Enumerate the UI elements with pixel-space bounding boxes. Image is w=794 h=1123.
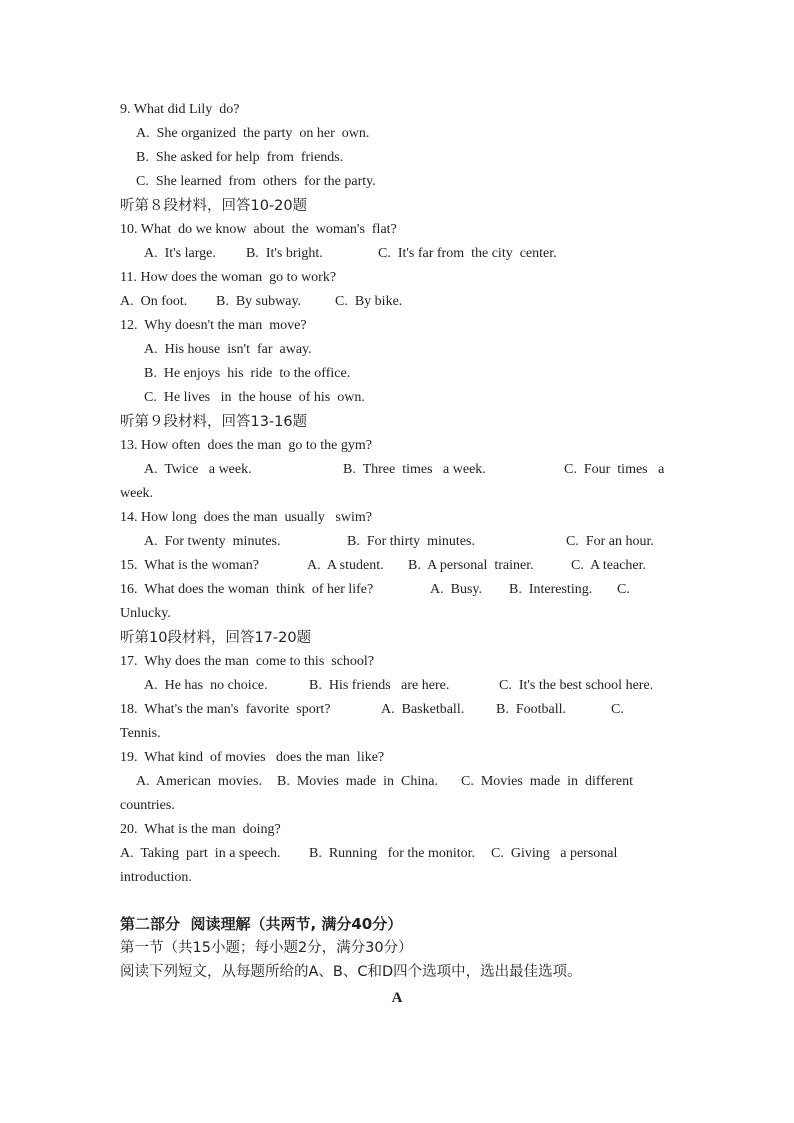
q16-stem: 16. What does the woman think of her life? xyxy=(120,582,374,597)
q9-option-c: C. She learned from others for the party. xyxy=(136,174,376,189)
q16-option-c-continued: Unlucky. xyxy=(120,606,171,621)
section-10-heading: 听第10段材料，回答17-20题 xyxy=(120,630,312,646)
part-2-section-1-heading: 第一节（共15小题；每小题2分，满分30分） xyxy=(120,940,413,956)
q18-option-c: C. xyxy=(611,702,624,717)
q18-option-c-continued: Tennis. xyxy=(120,726,161,741)
q13-option-c: C. Four times a xyxy=(564,462,665,477)
q20-stem: 20. What is the man doing? xyxy=(120,822,281,837)
q12-stem: 12. Why doesn't the man move? xyxy=(120,318,307,333)
q17-stem: 17. Why does the man come to this school? xyxy=(120,654,375,669)
q19-option-c-continued: countries. xyxy=(120,798,175,813)
q13-stem: 13. How often does the man go to the gym? xyxy=(120,438,372,453)
q20-option-a: A. Taking part in a speech. xyxy=(120,846,281,861)
q14-stem: 14. How long does the man usually swim? xyxy=(120,510,372,525)
q10-option-a: A. It's large. xyxy=(144,246,216,261)
passage-label: A xyxy=(391,990,403,1006)
q17-option-b: B. His friends are here. xyxy=(309,678,450,693)
q19-option-b: B. Movies made in China. xyxy=(277,774,438,789)
part-2-instruction: 阅读下列短文，从每题所给的A、B、C和D四个选项中，选出最佳选项。 xyxy=(120,964,582,980)
q17-option-c: C. It's the best school here. xyxy=(499,678,654,693)
section-9-heading: 听第９段材料，回答13-16题 xyxy=(120,414,308,430)
q15-option-c: C. A teacher. xyxy=(571,558,647,573)
q13-option-c-continued: week. xyxy=(120,486,154,501)
q11-option-b: B. By subway. xyxy=(216,294,302,309)
part-2-heading: 第二部分 阅读理解（共两节, 满分40分） xyxy=(120,915,403,933)
q11-option-a: A. On foot. xyxy=(120,294,188,309)
q15-option-b: B. A personal trainer. xyxy=(408,558,534,573)
q18-option-a: A. Basketball. xyxy=(381,702,465,717)
q12-option-b: B. He enjoys his ride to the office. xyxy=(144,366,351,381)
q13-option-b: B. Three times a week. xyxy=(343,462,486,477)
q9-stem: 9. What did Lily do? xyxy=(120,102,240,117)
q16-option-c: C. xyxy=(617,582,630,597)
q9-option-a: A. She organized the party on her own. xyxy=(136,126,370,141)
q18-stem: 18. What's the man's favorite sport? xyxy=(120,702,331,717)
q15-option-a: A. A student. xyxy=(307,558,384,573)
q12-option-c: C. He lives in the house of his own. xyxy=(144,390,365,405)
q20-option-b: B. Running for the monitor. xyxy=(309,846,476,861)
q14-option-a: A. For twenty minutes. xyxy=(144,534,281,549)
section-8-heading: 听第８段材料，回答10-20题 xyxy=(120,198,308,214)
q16-option-b: B. Interesting. xyxy=(509,582,593,597)
q13-option-a: A. Twice a week. xyxy=(144,462,252,477)
q19-option-c: C. Movies made in different xyxy=(461,774,633,789)
q18-option-b: B. Football. xyxy=(496,702,567,717)
q19-option-a: A. American movies. xyxy=(136,774,262,789)
q12-option-a: A. His house isn't far away. xyxy=(144,342,312,357)
q19-stem: 19. What kind of movies does the man like? xyxy=(120,750,385,765)
q17-option-a: A. He has no choice. xyxy=(144,678,268,693)
q14-option-b: B. For thirty minutes. xyxy=(347,534,475,549)
q14-option-c: C. For an hour. xyxy=(566,534,654,549)
q16-option-a: A. Busy. xyxy=(430,582,482,597)
q11-option-c: C. By bike. xyxy=(335,294,403,309)
q11-stem: 11. How does the woman go to work? xyxy=(120,270,337,285)
q10-option-b: B. It's bright. xyxy=(246,246,323,261)
q20-option-c: C. Giving a personal xyxy=(491,846,618,861)
q9-option-b: B. She asked for help from friends. xyxy=(136,150,344,165)
q15-stem: 15. What is the woman? xyxy=(120,558,259,573)
q10-option-c: C. It's far from the city center. xyxy=(378,246,557,261)
q20-option-c-continued: introduction. xyxy=(120,870,192,885)
q10-stem: 10. What do we know about the woman's flat? xyxy=(120,222,397,237)
